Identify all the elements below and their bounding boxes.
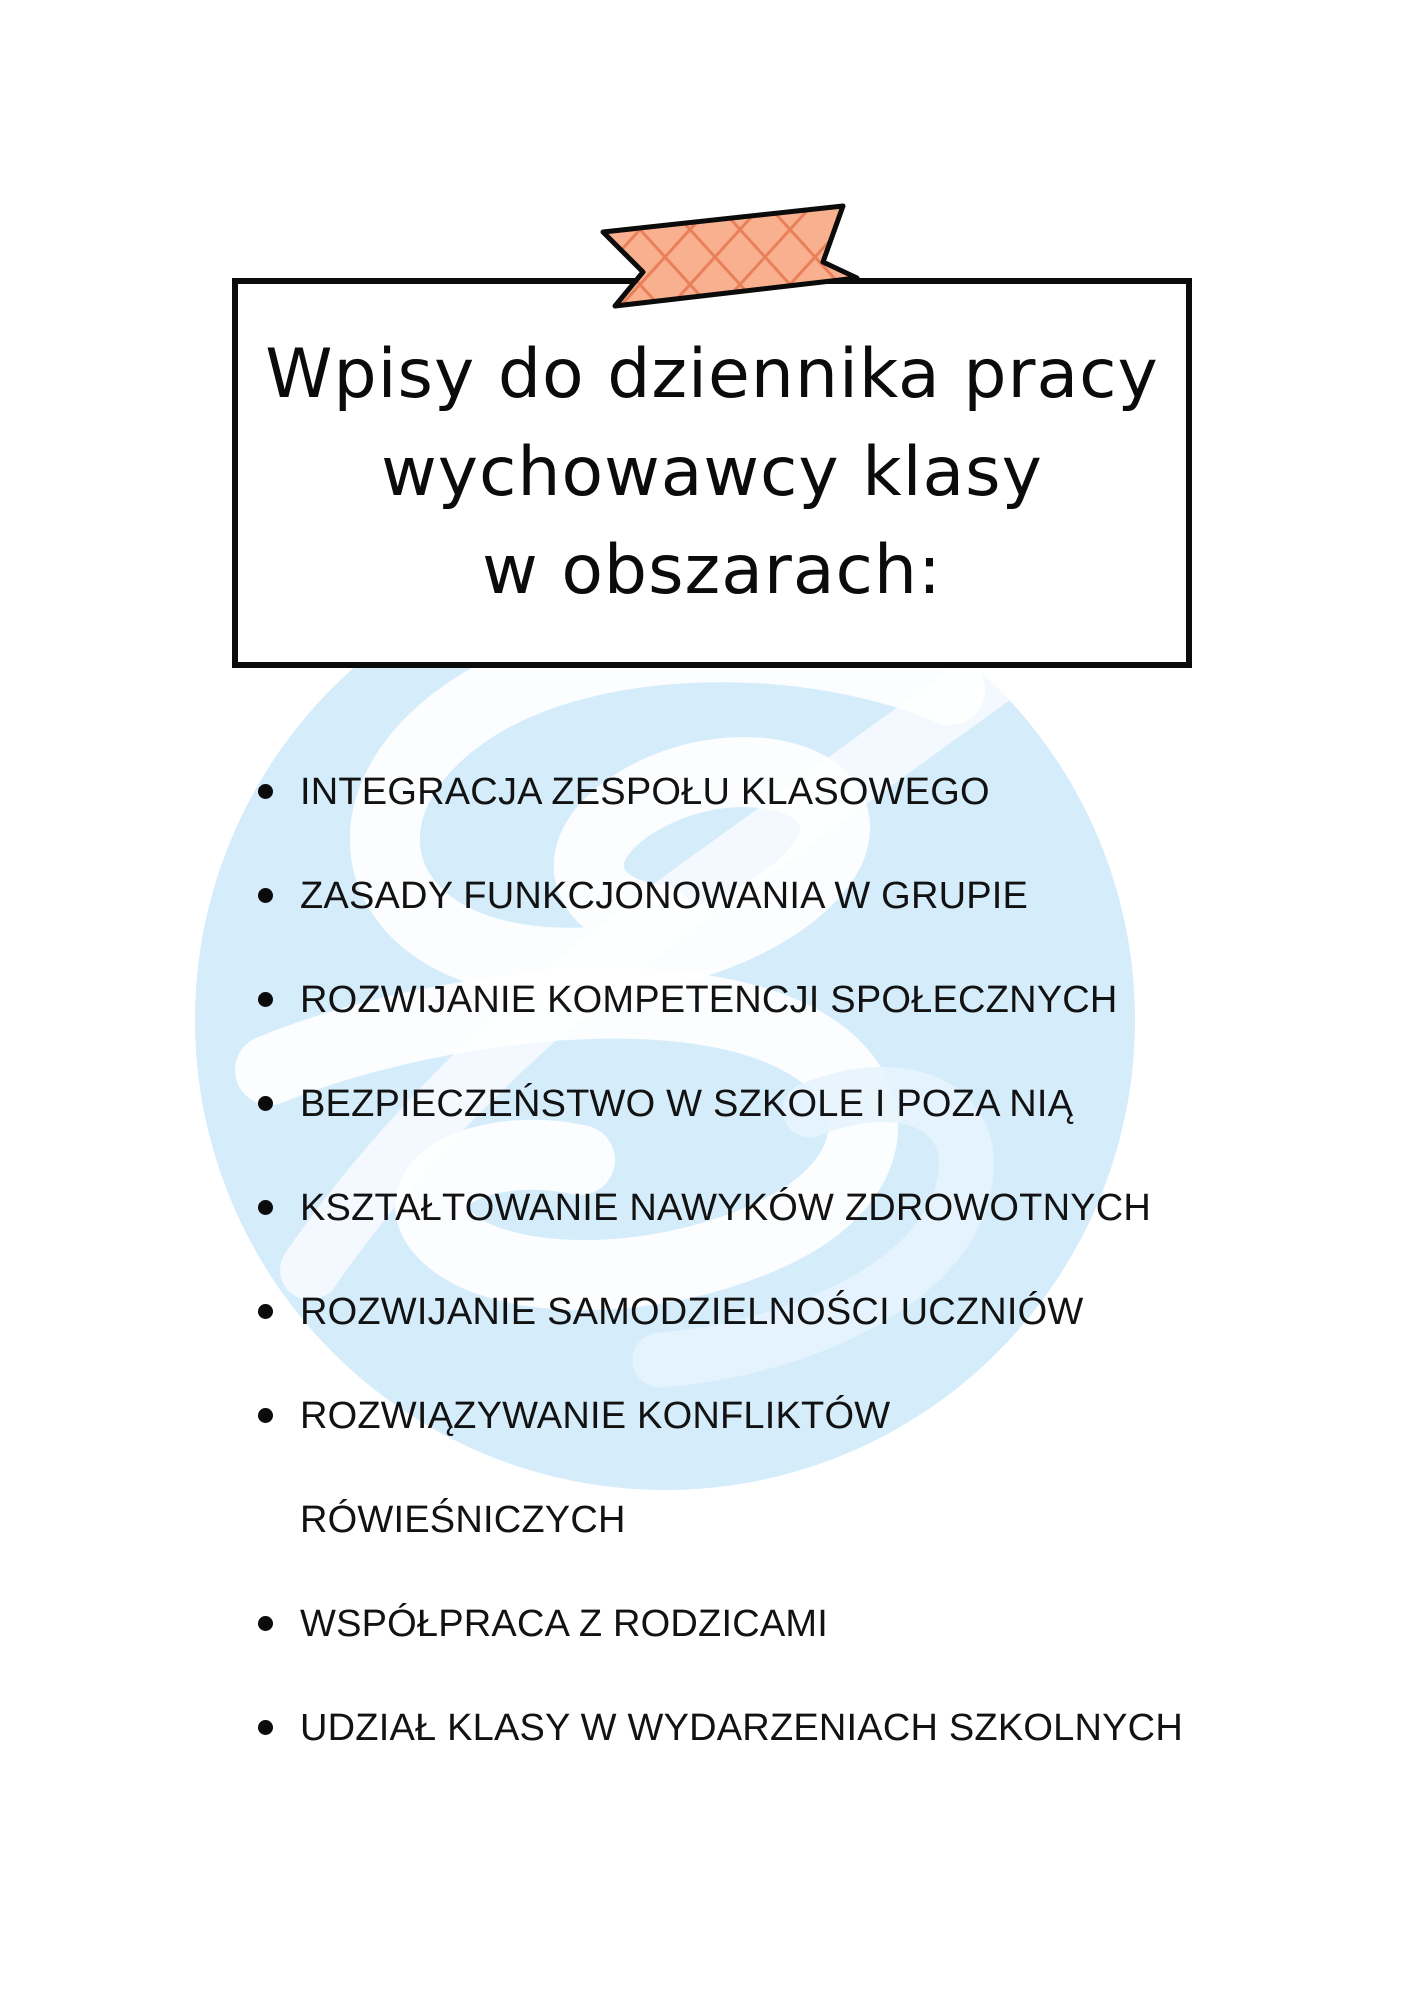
bullet-dot: [258, 784, 273, 799]
list-item-label: ZASADY FUNKCJONOWANIA W GRUPIE: [300, 875, 1029, 917]
list-item: [258, 844, 1278, 948]
list-item: [258, 1676, 1278, 1780]
list-item: [258, 1156, 1278, 1260]
list-item-label: INTEGRACJA ZESPOŁU KLASOWEGO: [300, 771, 990, 813]
bullet-dot: [258, 888, 273, 903]
list-item: [258, 1260, 1278, 1364]
list-item-label: UDZIAŁ KLASY W WYDARZENIACH SZKOLNYCH: [300, 1707, 1183, 1749]
list-item: [258, 1364, 1278, 1468]
list-item: [258, 740, 1278, 844]
bullet-dot: [258, 1616, 273, 1631]
list-item-label: BEZPIECZEŃSTWO W SZKOLE I POZA NIĄ: [300, 1083, 1074, 1125]
list-item-label: WSPÓŁPRACA Z RODZICAMI: [300, 1603, 829, 1645]
title-line-3: w obszarach:: [482, 531, 942, 610]
washi-tape-icon: [595, 202, 865, 312]
list-item-label: KSZTAŁTOWANIE NAWYKÓW ZDROWOTNYCH: [300, 1187, 1152, 1229]
bullet-dot: [258, 992, 273, 1007]
title-box: [232, 278, 1192, 668]
areas-list: [258, 740, 1278, 1780]
title-line-2: wychowawcy klasy: [381, 433, 1043, 512]
list-item-label: ROZWIJANIE SAMODZIELNOŚCI UCZNIÓW: [300, 1291, 1084, 1333]
list-item-label: RÓWIEŚNICZYCH: [300, 1499, 626, 1541]
bullet-dot: [258, 1304, 273, 1319]
list-item-label: ROZWIĄZYWANIE KONFLIKTÓW: [300, 1395, 891, 1437]
title-line-1: Wpisy do dziennika pracy: [265, 335, 1159, 414]
list-item-label: ROZWIJANIE KOMPETENCJI SPOŁECZNYCH: [300, 979, 1118, 1021]
bullet-dot: [258, 1200, 273, 1215]
bullet-dot: [258, 1408, 273, 1423]
bullet-dot: [258, 1096, 273, 1111]
list-item: [258, 948, 1278, 1052]
list-item: [258, 1052, 1278, 1156]
bullet-dot: [258, 1720, 273, 1735]
list-item: [258, 1572, 1278, 1676]
list-item-continuation: [258, 1468, 1278, 1572]
page-title: [245, 326, 1179, 620]
